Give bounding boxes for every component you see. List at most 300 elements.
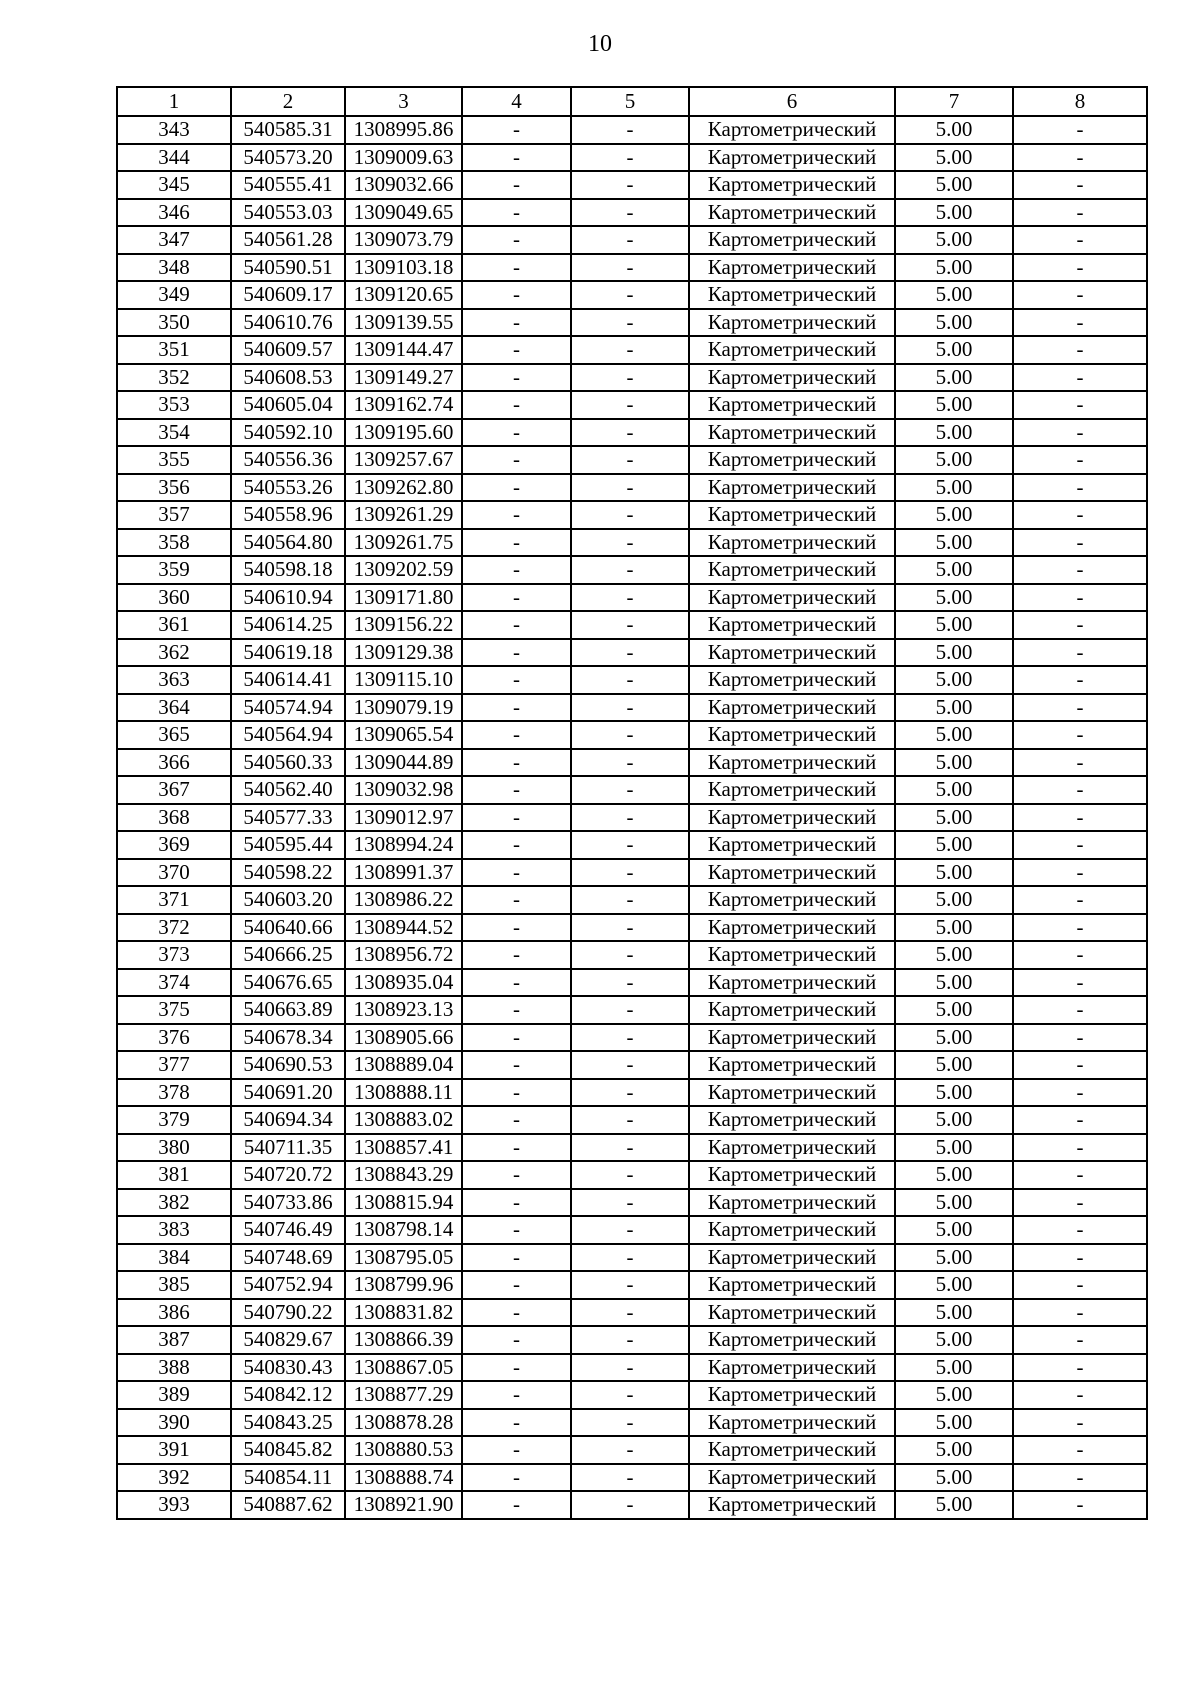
method-cell: Картометрический bbox=[689, 1079, 895, 1107]
table-row bbox=[117, 1354, 1147, 1382]
x-coordinate-cell: 540573.20 bbox=[231, 144, 345, 172]
x-coordinate-cell: 540605.04 bbox=[231, 391, 345, 419]
table-row bbox=[117, 694, 1147, 722]
table-row bbox=[117, 914, 1147, 942]
y-coordinate-cell: 1308866.39 bbox=[345, 1326, 462, 1354]
column-4-cell: - bbox=[462, 1299, 571, 1327]
table-row bbox=[117, 171, 1147, 199]
column-8-cell: - bbox=[1013, 1216, 1147, 1244]
method-cell: Картометрический bbox=[689, 1381, 895, 1409]
table-row bbox=[117, 1216, 1147, 1244]
point-number-cell: 358 bbox=[117, 529, 231, 557]
column-4-cell: - bbox=[462, 391, 571, 419]
column-5-cell: - bbox=[571, 226, 689, 254]
x-coordinate-cell: 540746.49 bbox=[231, 1216, 345, 1244]
accuracy-cell: 5.00 bbox=[895, 1436, 1013, 1464]
point-number-cell: 360 bbox=[117, 584, 231, 612]
column-8-cell: - bbox=[1013, 941, 1147, 969]
y-coordinate-cell: 1309079.19 bbox=[345, 694, 462, 722]
column-8-cell: - bbox=[1013, 804, 1147, 832]
point-number-cell: 343 bbox=[117, 116, 231, 144]
column-8-cell: - bbox=[1013, 694, 1147, 722]
accuracy-cell: 5.00 bbox=[895, 831, 1013, 859]
y-coordinate-cell: 1309120.65 bbox=[345, 281, 462, 309]
x-coordinate-cell: 540610.94 bbox=[231, 584, 345, 612]
x-coordinate-cell: 540595.44 bbox=[231, 831, 345, 859]
method-cell: Картометрический bbox=[689, 1271, 895, 1299]
column-8-cell: - bbox=[1013, 446, 1147, 474]
column-5-cell: - bbox=[571, 1491, 689, 1519]
accuracy-cell: 5.00 bbox=[895, 694, 1013, 722]
method-cell: Картометрический bbox=[689, 391, 895, 419]
method-cell: Картометрический bbox=[689, 1134, 895, 1162]
method-cell: Картометрический bbox=[689, 611, 895, 639]
accuracy-cell: 5.00 bbox=[895, 639, 1013, 667]
column-4-cell: - bbox=[462, 969, 571, 997]
point-number-cell: 370 bbox=[117, 859, 231, 887]
table-row bbox=[117, 254, 1147, 282]
column-5-cell: - bbox=[571, 1189, 689, 1217]
column-5-cell: - bbox=[571, 556, 689, 584]
column-5-cell: - bbox=[571, 1106, 689, 1134]
y-coordinate-cell: 1308921.90 bbox=[345, 1491, 462, 1519]
x-coordinate-cell: 540553.26 bbox=[231, 474, 345, 502]
table-row bbox=[117, 1326, 1147, 1354]
method-cell: Картометрический bbox=[689, 941, 895, 969]
point-number-cell: 377 bbox=[117, 1051, 231, 1079]
table-row bbox=[117, 144, 1147, 172]
column-5-cell: - bbox=[571, 116, 689, 144]
column-8-cell: - bbox=[1013, 721, 1147, 749]
method-cell: Картометрический bbox=[689, 776, 895, 804]
column-5-cell: - bbox=[571, 584, 689, 612]
method-cell: Картометрический bbox=[689, 694, 895, 722]
column-8-cell: - bbox=[1013, 886, 1147, 914]
column-8-cell: - bbox=[1013, 639, 1147, 667]
x-coordinate-cell: 540748.69 bbox=[231, 1244, 345, 1272]
column-8-cell: - bbox=[1013, 254, 1147, 282]
x-coordinate-cell: 540752.94 bbox=[231, 1271, 345, 1299]
x-coordinate-cell: 540592.10 bbox=[231, 419, 345, 447]
point-number-cell: 389 bbox=[117, 1381, 231, 1409]
column-4-cell: - bbox=[462, 364, 571, 392]
column-4-cell: - bbox=[462, 1354, 571, 1382]
y-coordinate-cell: 1308857.41 bbox=[345, 1134, 462, 1162]
accuracy-cell: 5.00 bbox=[895, 1079, 1013, 1107]
y-coordinate-cell: 1309065.54 bbox=[345, 721, 462, 749]
table-row bbox=[117, 474, 1147, 502]
x-coordinate-cell: 540598.18 bbox=[231, 556, 345, 584]
x-coordinate-cell: 540845.82 bbox=[231, 1436, 345, 1464]
method-cell: Картометрический bbox=[689, 529, 895, 557]
table-row bbox=[117, 996, 1147, 1024]
accuracy-cell: 5.00 bbox=[895, 914, 1013, 942]
column-8-cell: - bbox=[1013, 474, 1147, 502]
method-cell: Картометрический bbox=[689, 1024, 895, 1052]
method-cell: Картометрический bbox=[689, 1464, 895, 1492]
x-coordinate-cell: 540790.22 bbox=[231, 1299, 345, 1327]
table-row bbox=[117, 501, 1147, 529]
point-number-cell: 348 bbox=[117, 254, 231, 282]
x-coordinate-cell: 540640.66 bbox=[231, 914, 345, 942]
method-cell: Картометрический bbox=[689, 501, 895, 529]
point-number-cell: 362 bbox=[117, 639, 231, 667]
x-coordinate-cell: 540564.94 bbox=[231, 721, 345, 749]
column-8-cell: - bbox=[1013, 1134, 1147, 1162]
column-8-cell: - bbox=[1013, 1354, 1147, 1382]
column-5-cell: - bbox=[571, 831, 689, 859]
column-4-cell: - bbox=[462, 144, 571, 172]
column-8-cell: - bbox=[1013, 1326, 1147, 1354]
column-5-cell: - bbox=[571, 419, 689, 447]
column-4-cell: - bbox=[462, 639, 571, 667]
column-4-cell: - bbox=[462, 171, 571, 199]
column-4-cell: - bbox=[462, 1244, 571, 1272]
y-coordinate-cell: 1309044.89 bbox=[345, 749, 462, 777]
column-header: 2 bbox=[231, 87, 345, 116]
column-5-cell: - bbox=[571, 639, 689, 667]
point-number-cell: 347 bbox=[117, 226, 231, 254]
column-8-cell: - bbox=[1013, 556, 1147, 584]
y-coordinate-cell: 1309156.22 bbox=[345, 611, 462, 639]
y-coordinate-cell: 1309162.74 bbox=[345, 391, 462, 419]
point-number-cell: 365 bbox=[117, 721, 231, 749]
accuracy-cell: 5.00 bbox=[895, 144, 1013, 172]
y-coordinate-cell: 1308944.52 bbox=[345, 914, 462, 942]
table-row bbox=[117, 199, 1147, 227]
point-number-cell: 386 bbox=[117, 1299, 231, 1327]
point-number-cell: 390 bbox=[117, 1409, 231, 1437]
method-cell: Картометрический bbox=[689, 1409, 895, 1437]
method-cell: Картометрический bbox=[689, 336, 895, 364]
column-8-cell: - bbox=[1013, 116, 1147, 144]
column-5-cell: - bbox=[571, 1299, 689, 1327]
column-5-cell: - bbox=[571, 1244, 689, 1272]
y-coordinate-cell: 1308986.22 bbox=[345, 886, 462, 914]
point-number-cell: 372 bbox=[117, 914, 231, 942]
column-4-cell: - bbox=[462, 914, 571, 942]
table-row bbox=[117, 1244, 1147, 1272]
column-5-cell: - bbox=[571, 281, 689, 309]
column-header: 4 bbox=[462, 87, 571, 116]
accuracy-cell: 5.00 bbox=[895, 336, 1013, 364]
x-coordinate-cell: 540585.31 bbox=[231, 116, 345, 144]
column-8-cell: - bbox=[1013, 831, 1147, 859]
x-coordinate-cell: 540577.33 bbox=[231, 804, 345, 832]
table-row bbox=[117, 1051, 1147, 1079]
accuracy-cell: 5.00 bbox=[895, 1271, 1013, 1299]
column-5-cell: - bbox=[571, 254, 689, 282]
accuracy-cell: 5.00 bbox=[895, 1106, 1013, 1134]
y-coordinate-cell: 1308923.13 bbox=[345, 996, 462, 1024]
point-number-cell: 393 bbox=[117, 1491, 231, 1519]
column-8-cell: - bbox=[1013, 1464, 1147, 1492]
x-coordinate-cell: 540842.12 bbox=[231, 1381, 345, 1409]
y-coordinate-cell: 1309073.79 bbox=[345, 226, 462, 254]
method-cell: Картометрический bbox=[689, 859, 895, 887]
accuracy-cell: 5.00 bbox=[895, 254, 1013, 282]
column-4-cell: - bbox=[462, 1106, 571, 1134]
point-number-cell: 359 bbox=[117, 556, 231, 584]
column-5-cell: - bbox=[571, 666, 689, 694]
column-4-cell: - bbox=[462, 529, 571, 557]
column-5-cell: - bbox=[571, 1436, 689, 1464]
column-5-cell: - bbox=[571, 776, 689, 804]
method-cell: Картометрический bbox=[689, 556, 895, 584]
x-coordinate-cell: 540720.72 bbox=[231, 1161, 345, 1189]
x-coordinate-cell: 540558.96 bbox=[231, 501, 345, 529]
x-coordinate-cell: 540694.34 bbox=[231, 1106, 345, 1134]
accuracy-cell: 5.00 bbox=[895, 364, 1013, 392]
column-8-cell: - bbox=[1013, 1079, 1147, 1107]
y-coordinate-cell: 1308867.05 bbox=[345, 1354, 462, 1382]
method-cell: Картометрический bbox=[689, 749, 895, 777]
point-number-cell: 345 bbox=[117, 171, 231, 199]
column-4-cell: - bbox=[462, 116, 571, 144]
method-cell: Картометрический bbox=[689, 584, 895, 612]
column-8-cell: - bbox=[1013, 1024, 1147, 1052]
y-coordinate-cell: 1308994.24 bbox=[345, 831, 462, 859]
column-5-cell: - bbox=[571, 144, 689, 172]
point-number-cell: 351 bbox=[117, 336, 231, 364]
column-8-cell: - bbox=[1013, 501, 1147, 529]
column-8-cell: - bbox=[1013, 1271, 1147, 1299]
x-coordinate-cell: 540854.11 bbox=[231, 1464, 345, 1492]
point-number-cell: 361 bbox=[117, 611, 231, 639]
accuracy-cell: 5.00 bbox=[895, 446, 1013, 474]
x-coordinate-cell: 540614.25 bbox=[231, 611, 345, 639]
y-coordinate-cell: 1308795.05 bbox=[345, 1244, 462, 1272]
accuracy-cell: 5.00 bbox=[895, 1464, 1013, 1492]
y-coordinate-cell: 1308991.37 bbox=[345, 859, 462, 887]
column-5-cell: - bbox=[571, 336, 689, 364]
column-4-cell: - bbox=[462, 199, 571, 227]
accuracy-cell: 5.00 bbox=[895, 886, 1013, 914]
point-number-cell: 383 bbox=[117, 1216, 231, 1244]
accuracy-cell: 5.00 bbox=[895, 666, 1013, 694]
table-row bbox=[117, 1299, 1147, 1327]
column-5-cell: - bbox=[571, 721, 689, 749]
point-number-cell: 376 bbox=[117, 1024, 231, 1052]
method-cell: Картометрический bbox=[689, 804, 895, 832]
accuracy-cell: 5.00 bbox=[895, 1161, 1013, 1189]
accuracy-cell: 5.00 bbox=[895, 776, 1013, 804]
x-coordinate-cell: 540562.40 bbox=[231, 776, 345, 804]
point-number-cell: 382 bbox=[117, 1189, 231, 1217]
page-number: 10 bbox=[588, 31, 612, 57]
column-header: 1 bbox=[117, 87, 231, 116]
y-coordinate-cell: 1309261.29 bbox=[345, 501, 462, 529]
x-coordinate-cell: 540574.94 bbox=[231, 694, 345, 722]
column-4-cell: - bbox=[462, 804, 571, 832]
y-coordinate-cell: 1309032.66 bbox=[345, 171, 462, 199]
column-5-cell: - bbox=[571, 501, 689, 529]
column-5-cell: - bbox=[571, 749, 689, 777]
column-4-cell: - bbox=[462, 501, 571, 529]
table-row bbox=[117, 721, 1147, 749]
coordinates-table bbox=[116, 86, 1148, 1520]
column-4-cell: - bbox=[462, 1271, 571, 1299]
column-header: 8 bbox=[1013, 87, 1147, 116]
column-4-cell: - bbox=[462, 446, 571, 474]
column-5-cell: - bbox=[571, 886, 689, 914]
x-coordinate-cell: 540711.35 bbox=[231, 1134, 345, 1162]
method-cell: Картометрический bbox=[689, 1436, 895, 1464]
column-8-cell: - bbox=[1013, 529, 1147, 557]
point-number-cell: 373 bbox=[117, 941, 231, 969]
accuracy-cell: 5.00 bbox=[895, 1216, 1013, 1244]
column-8-cell: - bbox=[1013, 171, 1147, 199]
x-coordinate-cell: 540590.51 bbox=[231, 254, 345, 282]
method-cell: Картометрический bbox=[689, 639, 895, 667]
column-8-cell: - bbox=[1013, 584, 1147, 612]
point-number-cell: 364 bbox=[117, 694, 231, 722]
accuracy-cell: 5.00 bbox=[895, 419, 1013, 447]
x-coordinate-cell: 540733.86 bbox=[231, 1189, 345, 1217]
column-5-cell: - bbox=[571, 1079, 689, 1107]
column-8-cell: - bbox=[1013, 419, 1147, 447]
y-coordinate-cell: 1309202.59 bbox=[345, 556, 462, 584]
column-8-cell: - bbox=[1013, 226, 1147, 254]
table-row bbox=[117, 116, 1147, 144]
method-cell: Картометрический bbox=[689, 474, 895, 502]
column-8-cell: - bbox=[1013, 1299, 1147, 1327]
table-row bbox=[117, 1079, 1147, 1107]
method-cell: Картометрический bbox=[689, 996, 895, 1024]
y-coordinate-cell: 1308905.66 bbox=[345, 1024, 462, 1052]
point-number-cell: 353 bbox=[117, 391, 231, 419]
y-coordinate-cell: 1309049.65 bbox=[345, 199, 462, 227]
method-cell: Картометрический bbox=[689, 831, 895, 859]
x-coordinate-cell: 540553.03 bbox=[231, 199, 345, 227]
point-number-cell: 354 bbox=[117, 419, 231, 447]
table-row bbox=[117, 1381, 1147, 1409]
point-number-cell: 375 bbox=[117, 996, 231, 1024]
y-coordinate-cell: 1309171.80 bbox=[345, 584, 462, 612]
point-number-cell: 371 bbox=[117, 886, 231, 914]
method-cell: Картометрический bbox=[689, 721, 895, 749]
column-5-cell: - bbox=[571, 1271, 689, 1299]
accuracy-cell: 5.00 bbox=[895, 969, 1013, 997]
column-4-cell: - bbox=[462, 1491, 571, 1519]
point-number-cell: 388 bbox=[117, 1354, 231, 1382]
table-row bbox=[117, 336, 1147, 364]
column-4-cell: - bbox=[462, 226, 571, 254]
column-4-cell: - bbox=[462, 1409, 571, 1437]
y-coordinate-cell: 1308888.11 bbox=[345, 1079, 462, 1107]
table-row bbox=[117, 1271, 1147, 1299]
accuracy-cell: 5.00 bbox=[895, 1299, 1013, 1327]
x-coordinate-cell: 540690.53 bbox=[231, 1051, 345, 1079]
accuracy-cell: 5.00 bbox=[895, 281, 1013, 309]
column-5-cell: - bbox=[571, 969, 689, 997]
y-coordinate-cell: 1308799.96 bbox=[345, 1271, 462, 1299]
y-coordinate-cell: 1308883.02 bbox=[345, 1106, 462, 1134]
accuracy-cell: 5.00 bbox=[895, 1381, 1013, 1409]
table-row bbox=[117, 226, 1147, 254]
y-coordinate-cell: 1309032.98 bbox=[345, 776, 462, 804]
column-5-cell: - bbox=[571, 199, 689, 227]
method-cell: Картометрический bbox=[689, 1244, 895, 1272]
column-8-cell: - bbox=[1013, 1491, 1147, 1519]
column-5-cell: - bbox=[571, 474, 689, 502]
accuracy-cell: 5.00 bbox=[895, 859, 1013, 887]
column-8-cell: - bbox=[1013, 914, 1147, 942]
method-cell: Картометрический bbox=[689, 1216, 895, 1244]
column-5-cell: - bbox=[571, 1134, 689, 1162]
column-4-cell: - bbox=[462, 1024, 571, 1052]
y-coordinate-cell: 1309012.97 bbox=[345, 804, 462, 832]
point-number-cell: 368 bbox=[117, 804, 231, 832]
column-4-cell: - bbox=[462, 1051, 571, 1079]
accuracy-cell: 5.00 bbox=[895, 1189, 1013, 1217]
y-coordinate-cell: 1308798.14 bbox=[345, 1216, 462, 1244]
table-row bbox=[117, 611, 1147, 639]
x-coordinate-cell: 540614.41 bbox=[231, 666, 345, 694]
column-5-cell: - bbox=[571, 694, 689, 722]
accuracy-cell: 5.00 bbox=[895, 116, 1013, 144]
column-8-cell: - bbox=[1013, 666, 1147, 694]
y-coordinate-cell: 1309009.63 bbox=[345, 144, 462, 172]
column-5-cell: - bbox=[571, 859, 689, 887]
column-8-cell: - bbox=[1013, 336, 1147, 364]
table-row bbox=[117, 859, 1147, 887]
y-coordinate-cell: 1309149.27 bbox=[345, 364, 462, 392]
accuracy-cell: 5.00 bbox=[895, 1354, 1013, 1382]
method-cell: Картометрический bbox=[689, 116, 895, 144]
accuracy-cell: 5.00 bbox=[895, 1134, 1013, 1162]
accuracy-cell: 5.00 bbox=[895, 391, 1013, 419]
method-cell: Картометрический bbox=[689, 446, 895, 474]
accuracy-cell: 5.00 bbox=[895, 309, 1013, 337]
column-5-cell: - bbox=[571, 1381, 689, 1409]
column-4-cell: - bbox=[462, 749, 571, 777]
column-8-cell: - bbox=[1013, 309, 1147, 337]
x-coordinate-cell: 540676.65 bbox=[231, 969, 345, 997]
column-5-cell: - bbox=[571, 1464, 689, 1492]
column-4-cell: - bbox=[462, 1436, 571, 1464]
column-4-cell: - bbox=[462, 556, 571, 584]
method-cell: Картометрический bbox=[689, 1326, 895, 1354]
column-5-cell: - bbox=[571, 446, 689, 474]
table-row bbox=[117, 419, 1147, 447]
table-row bbox=[117, 1189, 1147, 1217]
column-8-cell: - bbox=[1013, 144, 1147, 172]
y-coordinate-cell: 1308843.29 bbox=[345, 1161, 462, 1189]
column-4-cell: - bbox=[462, 309, 571, 337]
column-5-cell: - bbox=[571, 364, 689, 392]
column-4-cell: - bbox=[462, 941, 571, 969]
table-row bbox=[117, 281, 1147, 309]
accuracy-cell: 5.00 bbox=[895, 1051, 1013, 1079]
table-row bbox=[117, 556, 1147, 584]
column-8-cell: - bbox=[1013, 391, 1147, 419]
column-8-cell: - bbox=[1013, 859, 1147, 887]
column-4-cell: - bbox=[462, 419, 571, 447]
y-coordinate-cell: 1309195.60 bbox=[345, 419, 462, 447]
point-number-cell: 384 bbox=[117, 1244, 231, 1272]
table-row bbox=[117, 1024, 1147, 1052]
accuracy-cell: 5.00 bbox=[895, 941, 1013, 969]
accuracy-cell: 5.00 bbox=[895, 556, 1013, 584]
column-8-cell: - bbox=[1013, 281, 1147, 309]
table-row bbox=[117, 1161, 1147, 1189]
point-number-cell: 356 bbox=[117, 474, 231, 502]
column-header: 7 bbox=[895, 87, 1013, 116]
method-cell: Картометрический bbox=[689, 226, 895, 254]
y-coordinate-cell: 1308831.82 bbox=[345, 1299, 462, 1327]
column-4-cell: - bbox=[462, 996, 571, 1024]
